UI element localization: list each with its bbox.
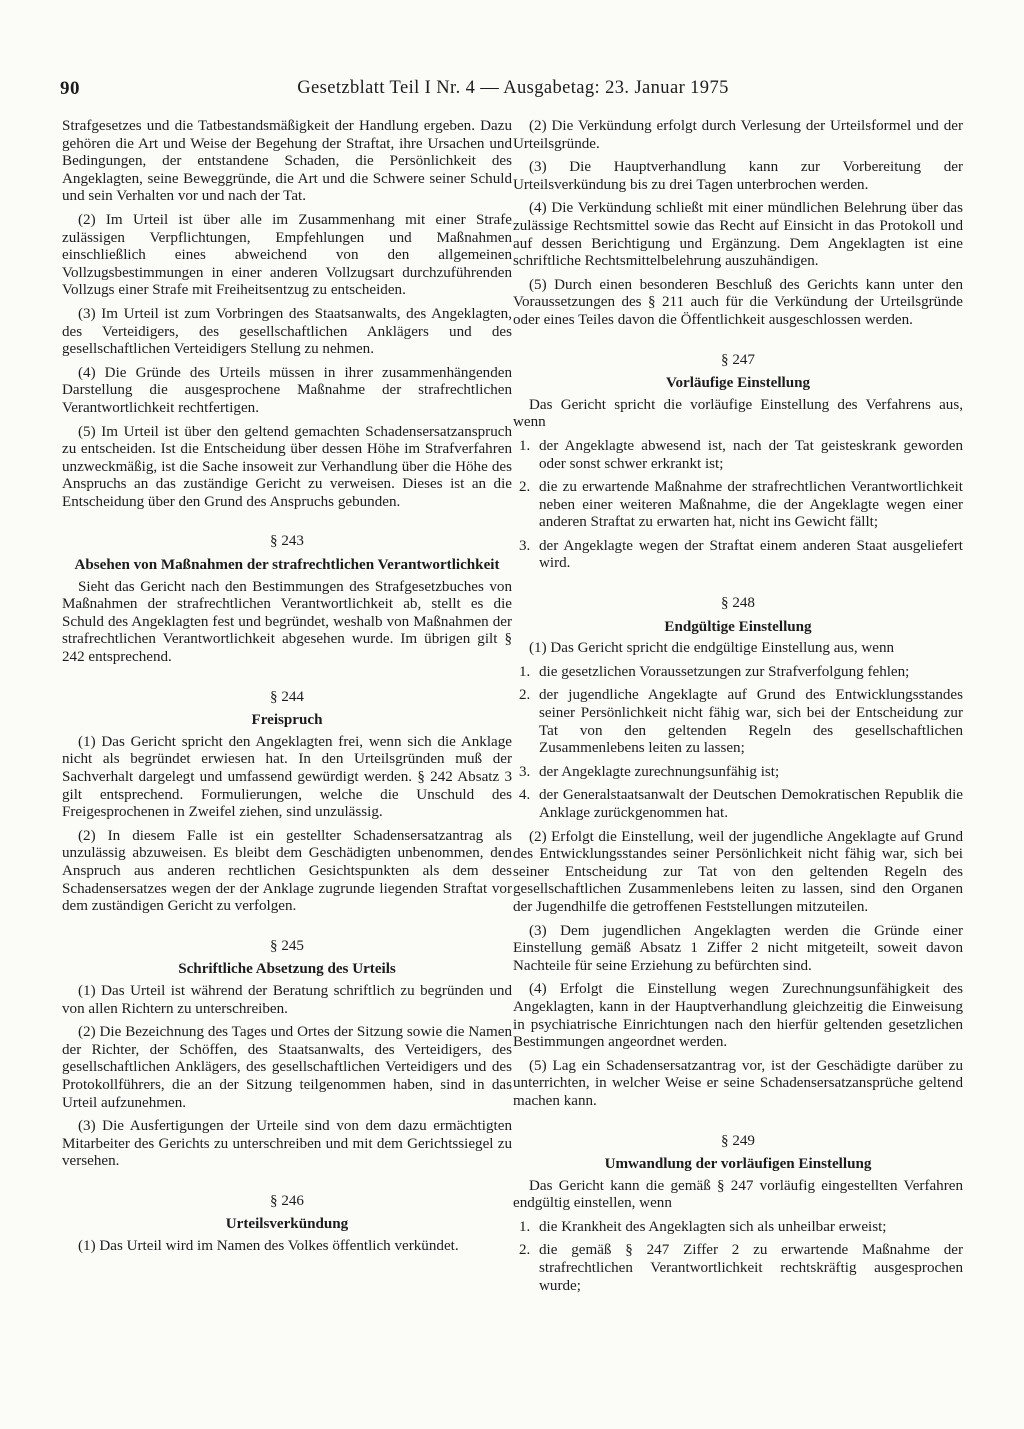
list-item-text: der Angeklagte abwesend ist, nach der Tat geisteskrank geworden oder sonst schwer erkrankt ist; [539, 437, 963, 472]
list-item [513, 479, 963, 532]
section-number: § 243 [270, 533, 304, 550]
paragraph: (5) Lag ein Schadensersatzantrag vor, ist der Geschädigte darüber zu unterrichten, in welcher Weise er seine Schadensersatzansprüche geltend machen kann. [513, 1057, 963, 1109]
paragraph: (2) Die Verkündung erfolgt durch Verlesung der Urteilsformel und der Urteilsgründe. [513, 118, 963, 152]
list-item-text: die gesetzlichen Voraussetzungen zur Strafverfolgung fehlen; [539, 663, 910, 680]
list-item-text: der jugendliche Angeklagte auf Grund des Entwicklungsstandes seiner Persönlichkeit nicht fähig war, sich bei der Entscheidung zur Tat von den geltenden Regeln des gesellschaftlichen Zusammenlebens leiten zu lassen; [539, 687, 963, 757]
left-column [62, 118, 512, 1262]
list-item [513, 787, 963, 822]
list-item [513, 1242, 963, 1295]
list-item [513, 1219, 963, 1237]
section-number: § 249 [721, 1132, 755, 1149]
paragraph: (2) Die Bezeichnung des Tages und Ortes der Sitzung sowie die Namen der Richter, der Schöffen, des Staatsanwalts, des Verteidigers, des gesellschaftlichen Anklägers, des gesellschaftlichen Verteidigers und des Protokollführers, die an der Sitzung teilgenommen haben, sind in das Urteil aufzunehmen. [62, 1024, 512, 1111]
list-item-number: 2. [519, 687, 531, 704]
paragraph: (3) Die Hauptverhandlung kann zur Vorbereitung der Urteilsverkündung bis zu drei Tagen unterbrochen werden. [513, 159, 963, 193]
section-number: § 245 [270, 937, 304, 954]
page-header [60, 78, 966, 104]
paragraph: (1) Das Gericht spricht die endgültige Einstellung aus, wenn [529, 640, 895, 657]
list-item-number: 1. [519, 663, 531, 680]
numbered-list [513, 438, 963, 573]
paragraph: (1) Das Gericht spricht den Angeklagten frei, wenn sich die Anklage nicht als begründet erwiesen hat. In den Urteilsgründen muß der Sachverhalt dargelegt und umfassend gewürdigt werden. § 242 Absatz 3 gilt entsprechend. Formulierungen, welche die Unschuld des Freigesprochenen in Zweifel ziehen, sind unzulässig. [62, 733, 512, 821]
numbered-list [513, 1219, 963, 1295]
list-item-text: der Angeklagte wegen der Straftat einem anderen Staat ausgeliefert wird. [539, 537, 963, 572]
paragraph: (2) In diesem Falle ist ein gestellter Schadensersatzantrag als unzulässig abzuweisen. Es bleibt dem Geschädigten unbenommen, den Anspruch aus anderen rechtlichen Gesichtspunkten als dem des Schadensersatzes wegen der der Anklage zugrunde liegenden Straftat vor dem zuständigen Gericht zu verfolgen. [62, 827, 512, 915]
paragraph: (1) Das Urteil wird im Namen des Volkes öffentlich verkündet. [78, 1238, 459, 1255]
list-item-number: 3. [519, 537, 531, 554]
paragraph: (5) Durch einen besonderen Beschluß des Gerichts kann unter den Voraussetzungen des § 211 auch für die Verkündung der Urteilsgründe oder eines Teiles davon die Öffentlichkeit ausgeschlossen werden. [513, 276, 963, 328]
paragraph: Sieht das Gericht nach den Bestimmungen des Strafgesetzbuches von Maßnahmen der strafrechtlichen Verantwortlichkeit ab, stellt es die Schuld des Angeklagten fest und begründet, weshalb von Maßnahmen der strafrechtlichen Verantwortlichkeit abgesehen wurde. Im übrigen gilt § 242 entsprechend. [62, 578, 512, 666]
list-item-number: 3. [519, 763, 531, 780]
paragraph: Das Gericht spricht die vorläufige Einstellung des Verfahrens aus, wenn [513, 396, 963, 431]
paragraph: (4) Die Verkündung schließt mit einer mündlichen Belehrung über das zulässige Rechtsmittel sowie das Recht auf Einsicht in das Protokoll und auf dessen Berichtigung und Ergänzung. Dem Angeklagten ist eine schriftliche Rechtsmittelbelehrung auszuhändigen. [513, 200, 963, 270]
section-number: § 247 [721, 351, 755, 368]
paragraph: (3) Dem jugendlichen Angeklagten werden die Gründe einer Einstellung gemäß Absatz 1 Ziffer 2 nicht mitgeteilt, soweit davon Nachteile für seine Erziehung zu befürchten sind. [513, 922, 963, 974]
section-title: Endgültige Einstellung [664, 618, 812, 635]
list-item [513, 664, 963, 682]
section-title: Umwandlung der vorläufigen Einstellung [604, 1156, 872, 1173]
section-title: Vorläufige Einstellung [665, 375, 811, 392]
list-item-number: 1. [519, 437, 531, 454]
list-item-text: die Krankheit des Angeklagten sich als unheilbar erweist; [539, 1218, 887, 1235]
list-item [513, 538, 963, 573]
right-column [513, 118, 963, 1301]
paragraph: (3) Die Ausfertigungen der Urteile sind von dem dazu ermächtigten Mitarbeiter des Gerichts zu unterschreiben und mit dem Gerichtssiegel zu versehen. [62, 1118, 512, 1170]
list-item-number: 2. [519, 479, 531, 496]
paragraph: (2) Im Urteil ist über alle im Zusammenhang mit einer Strafe zulässigen Verpflichtungen, Empfehlungen und Maßnahmen einschließlich eines abweichend von den allgemeinen Vollzugsbestimmungen in einer anderen Vollzugsart durchzuführenden Vollzugs einer Strafe mit Freiheitsentzug zu entscheiden. [62, 211, 512, 299]
list-item [513, 764, 963, 782]
section-number: § 244 [270, 688, 304, 705]
paragraph: Strafgesetzes und die Tatbestandsmäßigkeit der Handlung ergeben. Dazu gehören die Art und Weise der Begehung der Straftat, ihre Ursachen und Bedingungen, der entstandene Schaden, die Persönlichkeit des Angeklagten, seine Beweggründe, die Art und die Schwere seiner Schuld und sein Verhalten vor und nach der Tat. [62, 118, 512, 205]
section-title: Absehen von Maßnahmen der strafrechtlichen Verantwortlichkeit [74, 557, 500, 574]
numbered-list [513, 664, 963, 823]
section-title: Freispruch [251, 712, 323, 729]
paragraph: (3) Im Urteil ist zum Vorbringen des Staatsanwalts, des Angeklagten, des Verteidigers, des gesellschaftlichen Anklägers und des gesellschaftlichen Verteidigers Stellung zu nehmen. [62, 305, 512, 358]
list-item [513, 438, 963, 473]
section-title: Schriftliche Absetzung des Urteils [178, 961, 396, 978]
list-item-text: die gemäß § 247 Ziffer 2 zu erwartende Maßnahme der strafrechtlichen Verantwortlichkeit rechtskräftig ausgesprochen wurde; [539, 1242, 963, 1294]
gazette-title: Gesetzblatt Teil I Nr. 4 — Ausgabetag: 23. Januar 1975 [297, 78, 729, 98]
section-title: Urteilsverkündung [225, 1216, 349, 1233]
list-item-number: 2. [519, 1242, 531, 1259]
list-item-text: der Angeklagte zurechnungsunfähig ist; [539, 763, 780, 780]
list-item-number: 1. [519, 1218, 531, 1235]
list-item [513, 687, 963, 757]
section-number: § 248 [721, 595, 755, 612]
paragraph: (4) Die Gründe des Urteils müssen in ihrer zusammenhängenden Darstellung die ausgesprochene Maßnahme der strafrechtlichen Verantwortlichkeit rechtfertigen. [62, 364, 512, 416]
paragraph: (4) Erfolgt die Einstellung wegen Zurechnungsunfähigkeit des Angeklagten, kann in der Hauptverhandlung gleichzeitig die Einweisung in psychiatrische Einrichtungen nach den hierfür geltenden gesetzlichen Bestimmungen angeordnet werden. [513, 981, 963, 1051]
paragraph: (1) Das Urteil ist während der Beratung schriftlich zu begründen und von allen Richtern zu unterschreiben. [62, 982, 512, 1017]
paragraph: (5) Im Urteil ist über den geltend gemachten Schadensersatzanspruch zu entscheiden. Ist die Entscheidung über dessen Höhe im Strafverfahren unzweckmäßig, ist die Sache insoweit zur Verhandlung über die Höhe des Anspruchs an das zuständige Gericht zu verweisen. Dieses ist an die Entscheidung über den Grund des Anspruchs gebunden. [62, 423, 512, 510]
paragraph: Das Gericht kann die gemäß § 247 vorläufig eingestellten Verfahren endgültig einstellen, wenn [513, 1177, 963, 1212]
list-item-text: der Generalstaatsanwalt der Deutschen Demokratischen Republik die Anklage zurückgenommen hat. [539, 787, 963, 821]
list-item-number: 4. [519, 787, 531, 804]
page-number: 90 [60, 78, 80, 99]
list-item-text: die zu erwartende Maßnahme der strafrechtlichen Verantwortlichkeit neben einer weiteren Maßnahme, die der Angeklagte wegen einer anderen Straftat zu erwarten hat, nicht ins Gewicht fällt; [539, 479, 963, 531]
section-number: § 246 [270, 1192, 304, 1209]
paragraph: (2) Erfolgt die Einstellung, weil der jugendliche Angeklagte auf Grund des Entwicklungsstandes seiner Persönlichkeit nicht fähig war, sich bei seiner Entscheidung zur Tat von den geltenden Regeln des gesellschaftlichen Zusammenlebens leiten zu lassen, sind den Organen der Jugendhilfe die getroffenen Feststellungen mitzuteilen. [513, 828, 963, 915]
